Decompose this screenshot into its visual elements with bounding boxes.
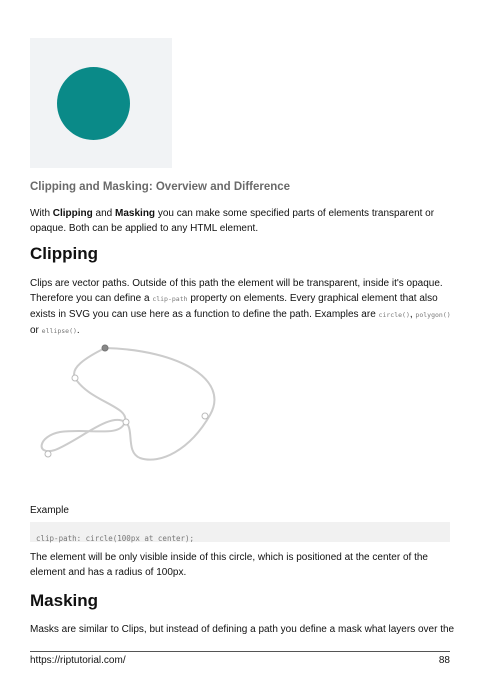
footer-divider (30, 651, 450, 652)
page-number: 88 (438, 655, 450, 666)
path-node (102, 345, 108, 351)
clipping-text-end: . (76, 325, 80, 336)
clip-path-illustration (30, 340, 220, 470)
teal-circle-figure (57, 67, 130, 140)
clipping-text-2: property on elements. Every graphical element that also exists in SVG you can use here as a function to define the path. Examples are (30, 293, 438, 320)
clip-path-outline (42, 348, 215, 460)
masking-heading: Masking (30, 591, 99, 610)
term-clipping: Clipping (52, 208, 93, 219)
path-node (202, 413, 208, 419)
separator: , (409, 309, 416, 320)
code-clip-path: clip-path (152, 295, 188, 303)
code-line: clip-path: circle(100px at center); (36, 534, 195, 543)
term-masking: Masking (115, 208, 156, 219)
path-node (72, 375, 78, 381)
intro-paragraph (30, 206, 455, 236)
after-example-paragraph: The element will be only visible inside of this circle, which is positioned at the center of the element and has a radius of 100px. (30, 552, 428, 578)
path-node (123, 419, 129, 425)
clipping-heading: Clipping (30, 244, 98, 263)
code-ellipse: ellipse() (41, 327, 77, 335)
clipping-paragraph (30, 276, 455, 339)
intro-text-rest: you can make some specified parts of elements transparent or opaque. Both can be applied to any HTML element. (30, 208, 435, 234)
code-polygon: polygon() (415, 311, 451, 319)
example-label: Example (30, 505, 69, 516)
clipping-text-or: or (30, 325, 42, 336)
intro-text-and: and (92, 208, 116, 219)
code-circle: circle() (378, 311, 410, 319)
path-node (45, 451, 51, 457)
footer-url: https://riptutorial.com/ (30, 655, 126, 666)
code-block (30, 522, 450, 542)
clipping-text-1: Clips are vector paths. Outside of this path the element will be transparent, inside it's opaque. Therefore you can define a (30, 278, 443, 304)
section-subtitle: Clipping and Masking: Overview and Difference (30, 181, 291, 193)
intro-text-start: With (30, 208, 53, 219)
masking-paragraph: Masks are similar to Clips, but instead of defining a path you define a mask what layers over the (30, 624, 455, 635)
